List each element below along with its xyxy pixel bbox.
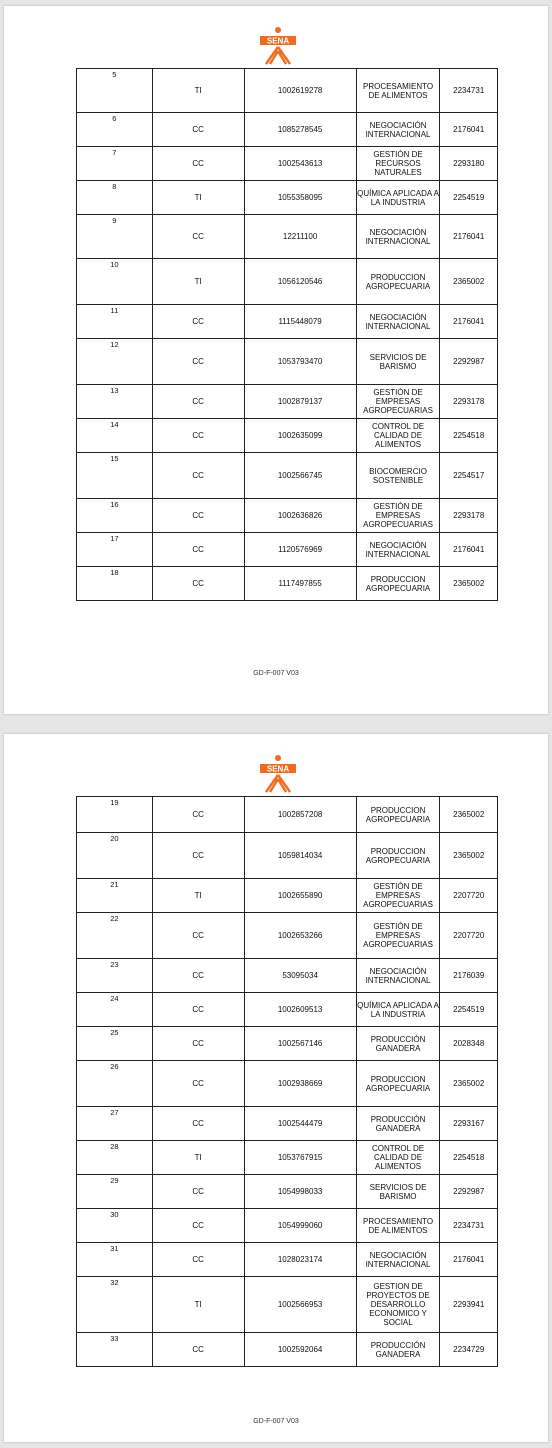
doc-type-cell: TI [152, 259, 244, 305]
row-number-cell: 11 [77, 305, 153, 339]
doc-type-cell: CC [152, 339, 244, 385]
row-number-cell: 28 [77, 1141, 153, 1175]
row-number-cell: 29 [77, 1175, 153, 1209]
program-cell: CONTROL DE CALIDAD DE ALIMENTOS [356, 419, 440, 453]
learners-table [76, 796, 498, 1367]
program-cell: SERVICIOS DE BARISMO [356, 339, 440, 385]
table-row [77, 993, 498, 1027]
table-row [77, 797, 498, 833]
program-cell: CONTROL DE CALIDAD DE ALIMENTOS [356, 1141, 440, 1175]
doc-type-cell: CC [152, 1333, 244, 1367]
table-row [77, 385, 498, 419]
id-number-cell: 1055358095 [244, 181, 356, 215]
doc-type-cell: TI [152, 69, 244, 113]
program-cell: NEGOCIACIÓN INTERNACIONAL [356, 113, 440, 147]
table-row [77, 1027, 498, 1061]
table-row [77, 113, 498, 147]
id-number-cell: 1002609513 [244, 993, 356, 1027]
id-number-cell: 1002619278 [244, 69, 356, 113]
row-number-cell: 30 [77, 1209, 153, 1243]
program-code-cell: 2234729 [440, 1333, 498, 1367]
doc-type-cell: CC [152, 499, 244, 533]
form-code-footer: GD-F-007 V03 [253, 670, 299, 677]
program-cell: NEGOCIACIÓN INTERNACIONAL [356, 533, 440, 567]
program-cell: GESTIÓN DE EMPRESAS AGROPECUARIAS [356, 499, 440, 533]
doc-type-cell: CC [152, 305, 244, 339]
program-code-cell: 2365002 [440, 1061, 498, 1107]
program-code-cell: 2254518 [440, 1141, 498, 1175]
id-number-cell: 1002544479 [244, 1107, 356, 1141]
row-number-cell: 27 [77, 1107, 153, 1141]
row-number-cell: 21 [77, 879, 153, 913]
table-row [77, 1175, 498, 1209]
document-page-1 [4, 6, 548, 714]
id-number-cell: 1053793470 [244, 339, 356, 385]
table-row [77, 1277, 498, 1333]
program-code-cell: 2292987 [440, 1175, 498, 1209]
row-number-cell: 23 [77, 959, 153, 993]
program-cell: SERVICIOS DE BARISMO [356, 1175, 440, 1209]
program-code-cell: 2365002 [440, 567, 498, 601]
doc-type-cell: CC [152, 215, 244, 259]
id-number-cell: 1054999060 [244, 1209, 356, 1243]
doc-type-cell: TI [152, 181, 244, 215]
doc-type-cell: CC [152, 913, 244, 959]
table-row [77, 181, 498, 215]
program-cell: PRODUCCION AGROPECUARIA [356, 833, 440, 879]
program-cell: QUÍMICA APLICADA A LA INDUSTRIA [356, 993, 440, 1027]
program-code-cell: 2234731 [440, 1209, 498, 1243]
id-number-cell: 1120576969 [244, 533, 356, 567]
doc-type-cell: CC [152, 1027, 244, 1061]
program-code-cell: 2365002 [440, 797, 498, 833]
id-number-cell: 1002938669 [244, 1061, 356, 1107]
table-row [77, 453, 498, 499]
doc-type-cell: CC [152, 1175, 244, 1209]
program-cell: GESTION DE PROYECTOS DE DESARROLLO ECONOMICO Y SOCIAL [356, 1277, 440, 1333]
program-code-cell: 2292987 [440, 339, 498, 385]
table-row [77, 419, 498, 453]
row-number-cell: 32 [77, 1277, 153, 1333]
program-cell: NEGOCIACIÓN INTERNACIONAL [356, 305, 440, 339]
program-cell: GESTIÓN DE EMPRESAS AGROPECUARIAS [356, 913, 440, 959]
row-number-cell: 33 [77, 1333, 153, 1367]
id-number-cell: 1056120546 [244, 259, 356, 305]
program-code-cell: 2176041 [440, 215, 498, 259]
doc-type-cell: TI [152, 1277, 244, 1333]
table-row [77, 147, 498, 181]
row-number-cell: 31 [77, 1243, 153, 1277]
program-cell: PRODUCCION AGROPECUARIA [356, 567, 440, 601]
id-number-cell: 1028023174 [244, 1243, 356, 1277]
learners-table [76, 68, 498, 601]
program-cell: PRODUCCIÓN GANADERA [356, 1107, 440, 1141]
logo-text: SENA [266, 764, 290, 774]
table-row [77, 1209, 498, 1243]
id-number-cell: 1002635099 [244, 419, 356, 453]
program-code-cell: 2293178 [440, 385, 498, 419]
doc-type-cell: CC [152, 1243, 244, 1277]
row-number-cell: 13 [77, 385, 153, 419]
program-cell: NEGOCIACIÓN INTERNACIONAL [356, 215, 440, 259]
program-cell: NEGOCIACIÓN INTERNACIONAL [356, 1243, 440, 1277]
id-number-cell: 1117497855 [244, 567, 356, 601]
program-cell: PROCESAMIENTO DE ALIMENTOS [356, 69, 440, 113]
row-number-cell: 12 [77, 339, 153, 385]
program-code-cell: 2293178 [440, 499, 498, 533]
program-code-cell: 2254517 [440, 453, 498, 499]
program-cell: NEGOCIACIÓN INTERNACIONAL [356, 959, 440, 993]
program-code-cell: 2365002 [440, 833, 498, 879]
row-number-cell: 18 [77, 567, 153, 601]
sena-logo [256, 752, 300, 796]
id-number-cell: 1002567146 [244, 1027, 356, 1061]
table-row [77, 879, 498, 913]
document-page-2 [4, 734, 548, 1442]
id-number-cell: 1054998033 [244, 1175, 356, 1209]
table-row [77, 1107, 498, 1141]
program-code-cell: 2207720 [440, 913, 498, 959]
row-number-cell: 14 [77, 419, 153, 453]
table-row [77, 959, 498, 993]
doc-type-cell: CC [152, 113, 244, 147]
id-number-cell: 1115448079 [244, 305, 356, 339]
id-number-cell: 1002653266 [244, 913, 356, 959]
sena-logo [256, 24, 300, 68]
id-number-cell: 1002592064 [244, 1333, 356, 1367]
program-code-cell: 2176041 [440, 113, 498, 147]
row-number-cell: 19 [77, 797, 153, 833]
row-number-cell: 10 [77, 259, 153, 305]
id-number-cell: 1002879137 [244, 385, 356, 419]
doc-type-cell: CC [152, 1107, 244, 1141]
id-number-cell: 53095034 [244, 959, 356, 993]
row-number-cell: 20 [77, 833, 153, 879]
table-row [77, 913, 498, 959]
doc-type-cell: CC [152, 567, 244, 601]
row-number-cell: 7 [77, 147, 153, 181]
table-row [77, 305, 498, 339]
row-number-cell: 5 [77, 69, 153, 113]
program-cell: PRODUCCIÓN GANADERA [356, 1027, 440, 1061]
row-number-cell: 22 [77, 913, 153, 959]
row-number-cell: 16 [77, 499, 153, 533]
program-code-cell: 2234731 [440, 69, 498, 113]
program-code-cell: 2028348 [440, 1027, 498, 1061]
program-code-cell: 2293941 [440, 1277, 498, 1333]
id-number-cell: 1059814034 [244, 833, 356, 879]
program-code-cell: 2254518 [440, 419, 498, 453]
id-number-cell: 1002655890 [244, 879, 356, 913]
program-cell: GESTIÓN DE RECURSOS NATURALES [356, 147, 440, 181]
program-cell: PRODUCCION AGROPECUARIA [356, 797, 440, 833]
doc-type-cell: TI [152, 879, 244, 913]
table-row [77, 69, 498, 113]
row-number-cell: 25 [77, 1027, 153, 1061]
doc-type-cell: CC [152, 1209, 244, 1243]
program-code-cell: 2176041 [440, 1243, 498, 1277]
program-code-cell: 2176041 [440, 533, 498, 567]
row-number-cell: 15 [77, 453, 153, 499]
table-row [77, 567, 498, 601]
table-row [77, 215, 498, 259]
form-code-footer: GD-F-007 V03 [253, 1418, 299, 1425]
program-code-cell: 2293167 [440, 1107, 498, 1141]
doc-type-cell: CC [152, 385, 244, 419]
program-code-cell: 2176039 [440, 959, 498, 993]
program-code-cell: 2207720 [440, 879, 498, 913]
doc-type-cell: CC [152, 419, 244, 453]
program-code-cell: 2176041 [440, 305, 498, 339]
logo-text: SENA [266, 36, 290, 46]
id-number-cell: 12211100 [244, 215, 356, 259]
doc-type-cell: TI [152, 1141, 244, 1175]
program-cell: GESTIÓN DE EMPRESAS AGROPECUARIAS [356, 385, 440, 419]
program-cell: PRODUCCIÓN GANADERA [356, 1333, 440, 1367]
doc-type-cell: CC [152, 959, 244, 993]
row-number-cell: 8 [77, 181, 153, 215]
program-code-cell: 2254519 [440, 993, 498, 1027]
id-number-cell: 1002857208 [244, 797, 356, 833]
id-number-cell: 1053767915 [244, 1141, 356, 1175]
doc-type-cell: CC [152, 453, 244, 499]
doc-type-cell: CC [152, 1061, 244, 1107]
row-number-cell: 24 [77, 993, 153, 1027]
row-number-cell: 9 [77, 215, 153, 259]
program-cell: PRODUCCION AGROPECUARIA [356, 259, 440, 305]
table-row [77, 1141, 498, 1175]
table-row [77, 259, 498, 305]
program-cell: PRODUCCION AGROPECUARIA [356, 1061, 440, 1107]
table-row [77, 499, 498, 533]
table-row [77, 1333, 498, 1367]
program-cell: GESTIÓN DE EMPRESAS AGROPECUARIAS [356, 879, 440, 913]
program-cell: PROCESAMIENTO DE ALIMENTOS [356, 1209, 440, 1243]
id-number-cell: 1002636826 [244, 499, 356, 533]
program-code-cell: 2254519 [440, 181, 498, 215]
doc-type-cell: CC [152, 533, 244, 567]
row-number-cell: 26 [77, 1061, 153, 1107]
table-row [77, 1061, 498, 1107]
doc-type-cell: CC [152, 147, 244, 181]
doc-type-cell: CC [152, 833, 244, 879]
doc-type-cell: CC [152, 797, 244, 833]
table-row [77, 533, 498, 567]
id-number-cell: 1002543613 [244, 147, 356, 181]
table-row [77, 339, 498, 385]
program-code-cell: 2293180 [440, 147, 498, 181]
id-number-cell: 1002566953 [244, 1277, 356, 1333]
doc-type-cell: CC [152, 993, 244, 1027]
row-number-cell: 17 [77, 533, 153, 567]
program-cell: QUÍMICA APLICADA A LA INDUSTRIA [356, 181, 440, 215]
id-number-cell: 1085278545 [244, 113, 356, 147]
id-number-cell: 1002566745 [244, 453, 356, 499]
program-code-cell: 2365002 [440, 259, 498, 305]
row-number-cell: 6 [77, 113, 153, 147]
program-cell: BIOCOMERCIO SOSTENIBLE [356, 453, 440, 499]
table-row [77, 833, 498, 879]
table-row [77, 1243, 498, 1277]
